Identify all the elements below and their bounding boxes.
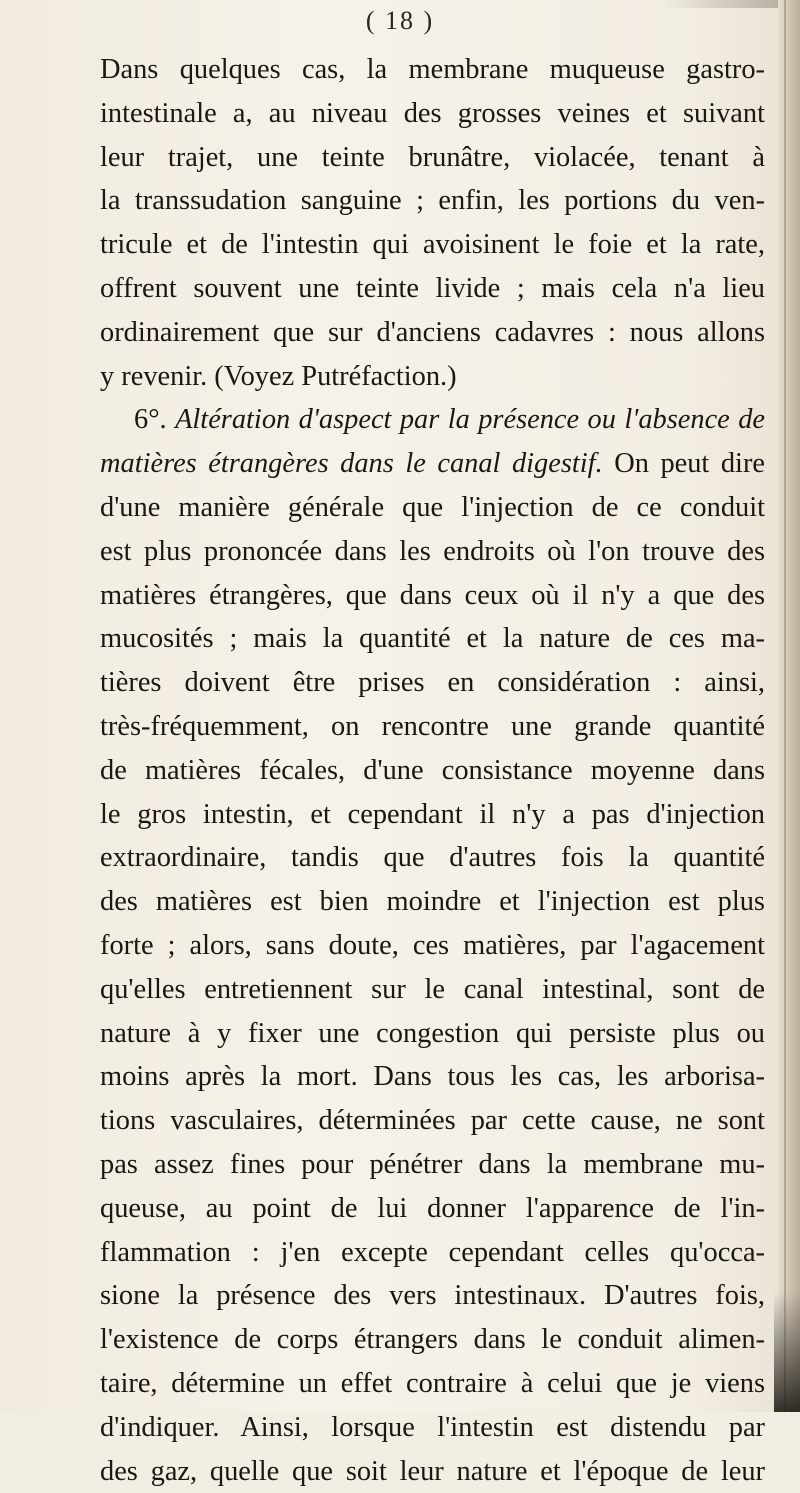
text-line: est plus prononcée dans les endroits où l'on trouve des <box>100 530 765 574</box>
page-corner-shadow <box>774 1292 800 1412</box>
text-line: mucosités ; mais la quantité et la nature de ces ma- <box>100 617 765 661</box>
text-line: flammation : j'en excepte cependant celles qu'occa- <box>100 1231 765 1275</box>
text-line: tricule et de l'intestin qui avoisinent le foie et la rate, <box>100 223 765 267</box>
page-number: ( 18 ) <box>0 6 800 36</box>
page-binding-edge <box>778 0 800 1412</box>
text-line: la transsudation sanguine ; enfin, les portions du ven- <box>100 179 765 223</box>
text-line: le gros intestin, et cependant il n'y a pas d'injection <box>100 793 765 837</box>
text-line: sione la présence des vers intestinaux. D'autres fois, <box>100 1274 765 1318</box>
text-line: des matières est bien moindre et l'injection est plus <box>100 880 765 924</box>
text-line: moins après la mort. Dans tous les cas, les arborisa- <box>100 1055 765 1099</box>
body-text <box>100 48 765 1493</box>
text-line: très-fréquemment, on rencontre une grande quantité <box>100 705 765 749</box>
text-line: offrent souvent une teinte livide ; mais cela n'a lieu <box>100 267 765 311</box>
text-line: d'une manière générale que l'injection de ce conduit <box>100 486 765 530</box>
text-line: leur trajet, une teinte brunâtre, violacée, tenant à <box>100 136 765 180</box>
text-line: pas assez fines pour pénétrer dans la membrane mu- <box>100 1143 765 1187</box>
text-line: taire, détermine un effet contraire à celui que je viens <box>100 1362 765 1406</box>
section-title-continued: matières étrangères dans le canal digestif. <box>100 448 603 479</box>
text-line: de matières fécales, d'une consistance moyenne dans <box>100 749 765 793</box>
text-line: matières étrangères, que dans ceux où il n'y a que des <box>100 574 765 618</box>
text-line: tions vasculaires, déterminées par cette cause, ne sont <box>100 1099 765 1143</box>
text-line: l'existence de corps étrangers dans le conduit alimen- <box>100 1318 765 1362</box>
text-line: Dans quelques cas, la membrane muqueuse gastro- <box>100 48 765 92</box>
section-heading-line: matières étrangères dans le canal digestif. On peut dire <box>100 442 765 486</box>
text-line: intestinale a, au niveau des grosses veines et suivant <box>100 92 765 136</box>
text-line: tières doivent être prises en considération : ainsi, <box>100 661 765 705</box>
text-line: forte ; alors, sans doute, ces matières, par l'agacement <box>100 924 765 968</box>
text-line: des gaz, quelle que soit leur nature et l'époque de leur <box>100 1450 765 1493</box>
text-line: ordinairement que sur d'anciens cadavres : nous allons <box>100 311 765 355</box>
section-number: 6°. <box>134 404 175 435</box>
text-line: queuse, au point de lui donner l'apparence de l'in- <box>100 1187 765 1231</box>
text-line: d'indiquer. Ainsi, lorsque l'intestin est distendu par <box>100 1406 765 1450</box>
text-line: y revenir. (Voyez Putréfaction.) <box>100 355 765 399</box>
text-line: qu'elles entretiennent sur le canal intestinal, sont de <box>100 968 765 1012</box>
section-heading-line <box>100 398 765 442</box>
text-line: extraordinaire, tandis que d'autres fois la quantité <box>100 836 765 880</box>
text-line: nature à y fixer une congestion qui persiste plus ou <box>100 1012 765 1056</box>
section-title: Altération d'aspect par la présence ou l'absence de <box>175 404 765 435</box>
